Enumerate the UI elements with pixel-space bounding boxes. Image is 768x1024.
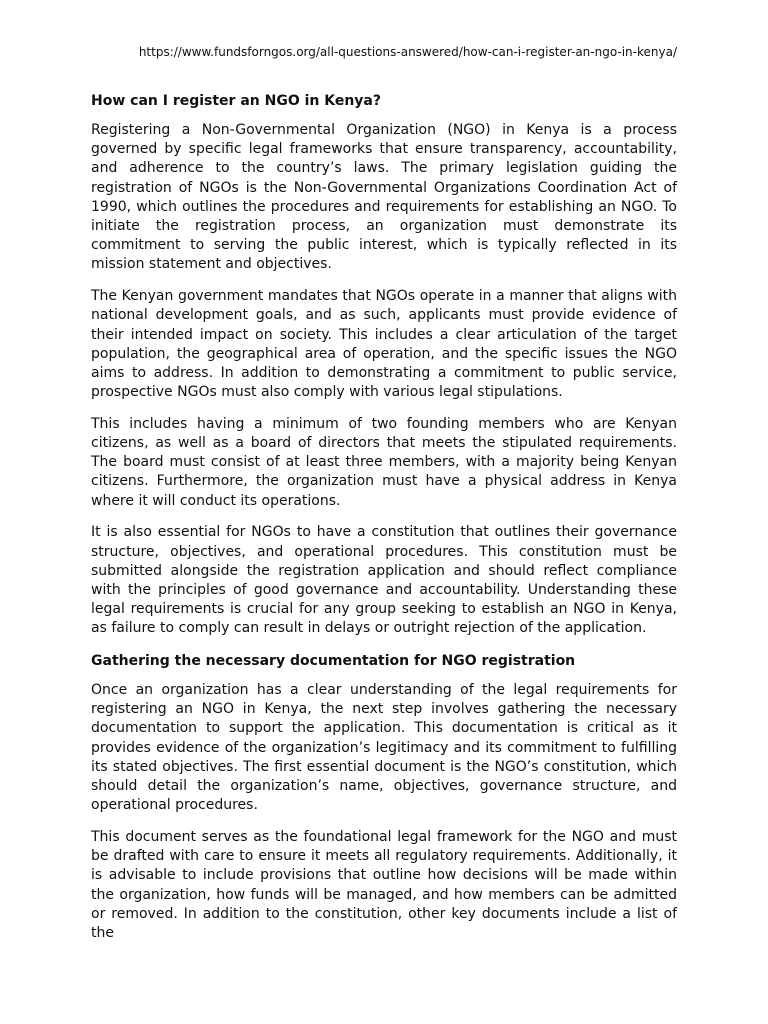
article-title: How can I register an NGO in Kenya?: [91, 93, 382, 109]
paragraph-2: The Kenyan government mandates that NGOs operate in a manner that aligns with national development goals, and as such, applicants must provide evidence of their intended impact on society. This includes a clear articulation of the target population, the geographical area of operation, and the specific issues the NGO aims to address. In addition to demonstrating a commitment to public service, prospective NGOs must also comply with various legal stipulations.: [91, 288, 677, 401]
paragraph-5: Once an organization has a clear understanding of the legal requirements for registering an NGO in Kenya, the next step involves gathering the necessary documentation to support the application. This documentation is critical as it provides evidence of the organization’s legitimacy and its commitment to fulfilling its stated objectives. The first essential document is the NGO’s constitution, which should detail the organization’s name, objectives, governance structure, and operational procedures.: [91, 682, 677, 814]
article-body: [91, 91, 677, 956]
source-url[interactable]: https://www.fundsforngos.org/all-questions-answered/how-can-i-register-an-ngo-in-kenya/: [138, 45, 677, 59]
section-heading-documentation: Gathering the necessary documentation for NGO registration: [91, 653, 576, 670]
paragraph-3: This includes having a minimum of two founding members who are Kenyan citizens, as well as a board of directors that meets the stipulated requirements. The board must consist of at least three members, with a majority being Kenyan citizens. Furthermore, the organization must have a physical address in Kenya where it will conduct its operations.: [91, 415, 677, 509]
paragraph-1: Registering a Non-Governmental Organization (NGO) in Kenya is a process governed by specific legal frameworks that ensure transparency, accountability, and adherence to the country’s laws. The primary legislation guiding the registration of NGOs is the Non-Governmental Organizations Coordination Act of 1990, which outlines the procedures and requirements for establishing an NGO. To initiate the registration process, an organization must demonstrate its commitment to serving the public interest, which is typically reflected in its mission statement and objectives.: [91, 122, 677, 273]
paragraph-4: It is also essential for NGOs to have a constitution that outlines their governance structure, objectives, and operational procedures. This constitution must be submitted alongside the registration application and should reflect compliance with the principles of good governance and accountability. Understanding these legal requirements is crucial for any group seeking to establish an NGO in Kenya, as failure to comply can result in delays or outright rejection of the application.: [91, 524, 677, 637]
paragraph-6: This document serves as the foundational legal framework for the NGO and must be drafted with care to ensure it meets all regulatory requirements. Additionally, it is advisable to include provisions that outline how decisions will be made within the organization, how funds will be managed, and how members can be admitted or removed. In addition to the constitution, other key documents include a list of the: [91, 829, 677, 942]
